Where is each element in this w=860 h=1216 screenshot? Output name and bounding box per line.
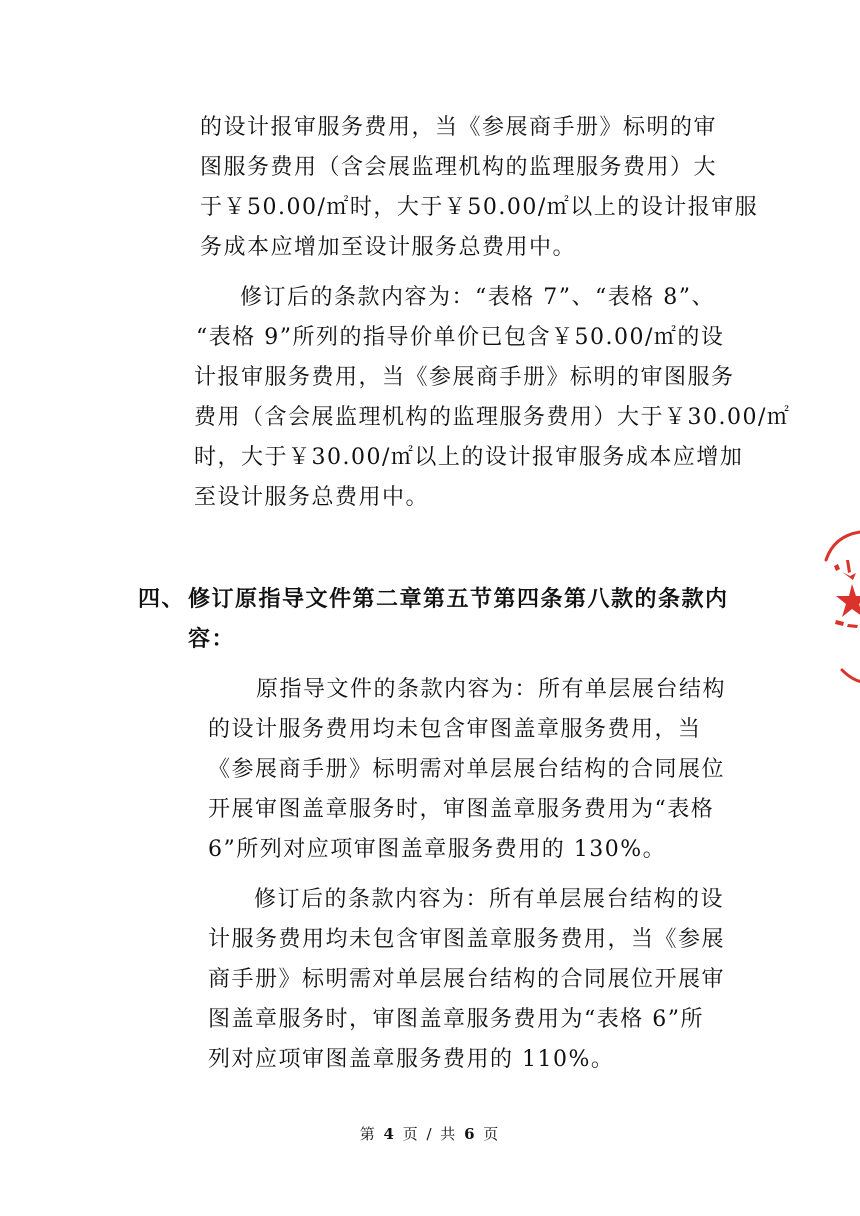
text-line: 列对应项审图盖章服务费用的 110%。	[208, 1047, 615, 1072]
text-line: 的设计报审服务费用，当《参展商手册》标明的审	[200, 115, 718, 140]
text-line: 《参展商手册》标明需对单层展台结构的合同展位	[208, 757, 726, 782]
text-line: 商手册》标明需对单层展台结构的合同展位开展审	[208, 967, 726, 992]
text-line: 6”所列对应项审图盖章服务费用的 130%。	[208, 837, 667, 862]
text-line: 开展审图盖章服务时，审图盖章服务费用为“表格	[208, 797, 715, 822]
official-seal-icon	[812, 520, 860, 690]
text-line: 修订后的条款内容为：“表格 7”、“表格 8”、	[240, 285, 715, 310]
footer-prefix: 第	[359, 1125, 377, 1143]
text-line: 计报审服务费用，当《参展商手册》标明的审图服务	[194, 365, 735, 390]
page-footer	[0, 1124, 860, 1144]
section-title-line: 修订原指导文件第二章第五节第四条第八款的条款内	[188, 587, 729, 612]
text-line: 至设计服务总费用中。	[194, 485, 430, 510]
text-line: 务成本应增加至设计服务总费用中。	[200, 235, 577, 260]
section-number: 四、	[138, 587, 186, 612]
text-line: 于￥50.00/㎡时，大于￥50.00/㎡以上的设计报审服	[200, 195, 759, 220]
text-line: 计服务费用均未包含审图盖章服务费用，当《参展	[208, 927, 726, 952]
footer-middle: 页 / 共	[402, 1125, 458, 1143]
text-line: 的设计服务费用均未包含审图盖章服务费用，当	[208, 717, 702, 742]
current-page-number: 4	[383, 1125, 396, 1143]
section-title-line: 容：	[188, 627, 236, 652]
text-line: 图盖章服务时，审图盖章服务费用为“表格 6”所	[208, 1007, 704, 1032]
text-line: 原指导文件的条款内容为：所有单层展台结构	[256, 677, 727, 702]
text-line: “表格 9”所列的指导价单价已包含￥50.00/㎡的设	[196, 325, 725, 350]
text-line: 修订后的条款内容为：所有单层展台结构的设	[254, 887, 725, 912]
text-line: 图服务费用（含会展监理机构的监理服务费用）大	[200, 155, 718, 180]
total-pages-number: 6	[464, 1125, 477, 1143]
text-line: 费用（含会展监理机构的监理服务费用）大于￥30.00/㎡	[194, 405, 791, 430]
text-line: 时，大于￥30.00/㎡以上的设计报审服务成本应增加	[194, 445, 744, 470]
footer-suffix: 页	[483, 1125, 501, 1143]
